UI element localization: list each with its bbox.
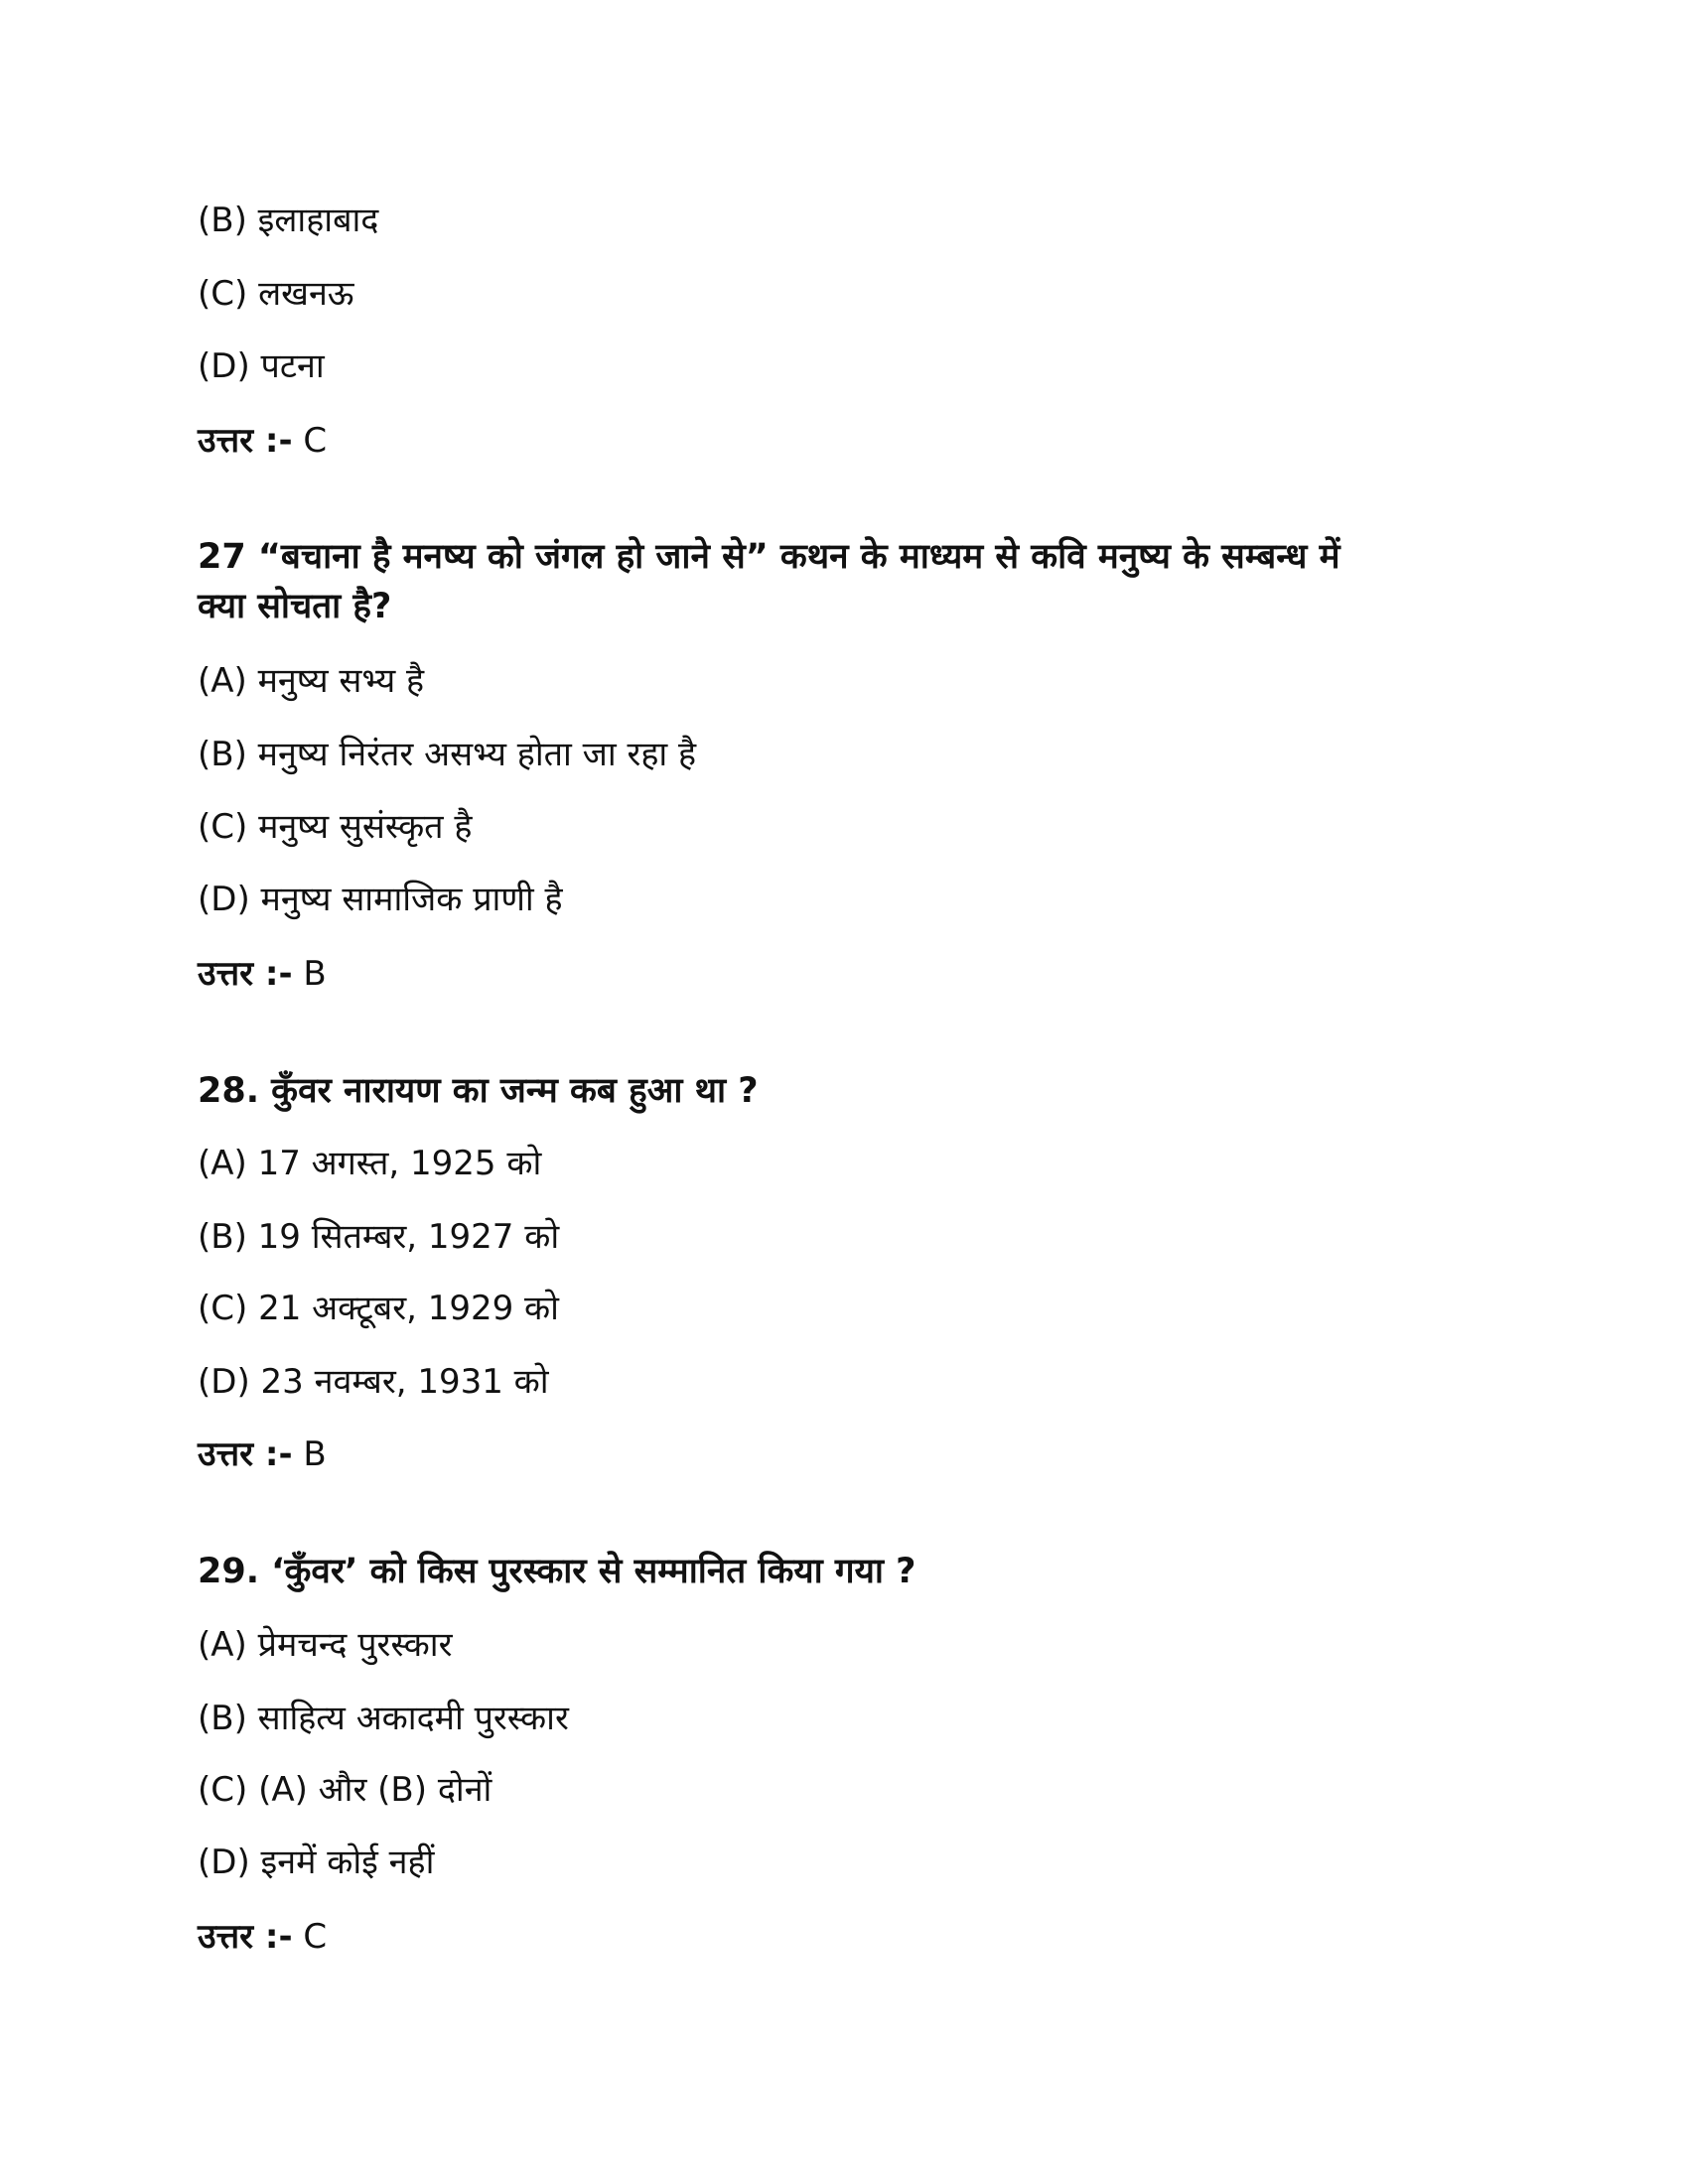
question-text-continued: क्या सोचता है? (198, 587, 392, 626)
answer-label: उत्तर :- (198, 1917, 293, 1957)
option-c: (C) मनुष्य सुसंस्कृत है (198, 807, 473, 847)
option-c: (C) 21 अक्टूबर, 1929 को (198, 1289, 559, 1328)
option-c: (C) (A) और (B) दोनों (198, 1770, 492, 1810)
question-text: 28. कुँवर नारायण का जन्म कब हुआ था ? (198, 1071, 759, 1111)
answer-value: C (303, 1917, 328, 1957)
option-b: (B) मनुष्य निरंतर असभ्य होता जा रहा है (198, 735, 697, 774)
answer (198, 419, 327, 463)
option-c: (C) लखनऊ (198, 274, 354, 314)
answer-value: C (303, 421, 328, 461)
option-a: (A) मनुष्य सभ्य है (198, 661, 425, 701)
option-d: (D) मनुष्य सामाजिक प्राणी है (198, 880, 563, 919)
answer-value: B (303, 1434, 327, 1474)
option-d: (D) पटना (198, 346, 325, 386)
option-a: (A) 17 अगस्त, 1925 को (198, 1144, 542, 1183)
answer-label: उत्तर :- (198, 954, 293, 994)
question-text: 29. ‘कुँवर’ को किस पुरस्कार से सम्मानित किया गया ? (198, 1552, 916, 1591)
answer-value: B (303, 954, 327, 994)
answer-label: उत्तर :- (198, 421, 293, 461)
option-d: (D) इनमें कोई नहीं (198, 1843, 435, 1882)
answer-label: उत्तर :- (198, 1434, 293, 1474)
answer (198, 1433, 327, 1476)
option-a: (A) प्रेमचन्द पुरस्कार (198, 1625, 453, 1665)
option-b: (B) इलाहाबाद (198, 201, 379, 240)
answer (198, 1915, 327, 1959)
option-d: (D) 23 नवम्बर, 1931 को (198, 1362, 549, 1402)
option-b: (B) 19 सितम्बर, 1927 को (198, 1217, 560, 1257)
answer (198, 952, 327, 996)
option-b: (B) साहित्य अकादमी पुरस्कार (198, 1699, 569, 1738)
question-text: 27 “बचाना है मनष्य को जंगल हो जाने से” कथन के माध्यम से कवि मनुष्य के सम्बन्ध में (198, 537, 1340, 577)
